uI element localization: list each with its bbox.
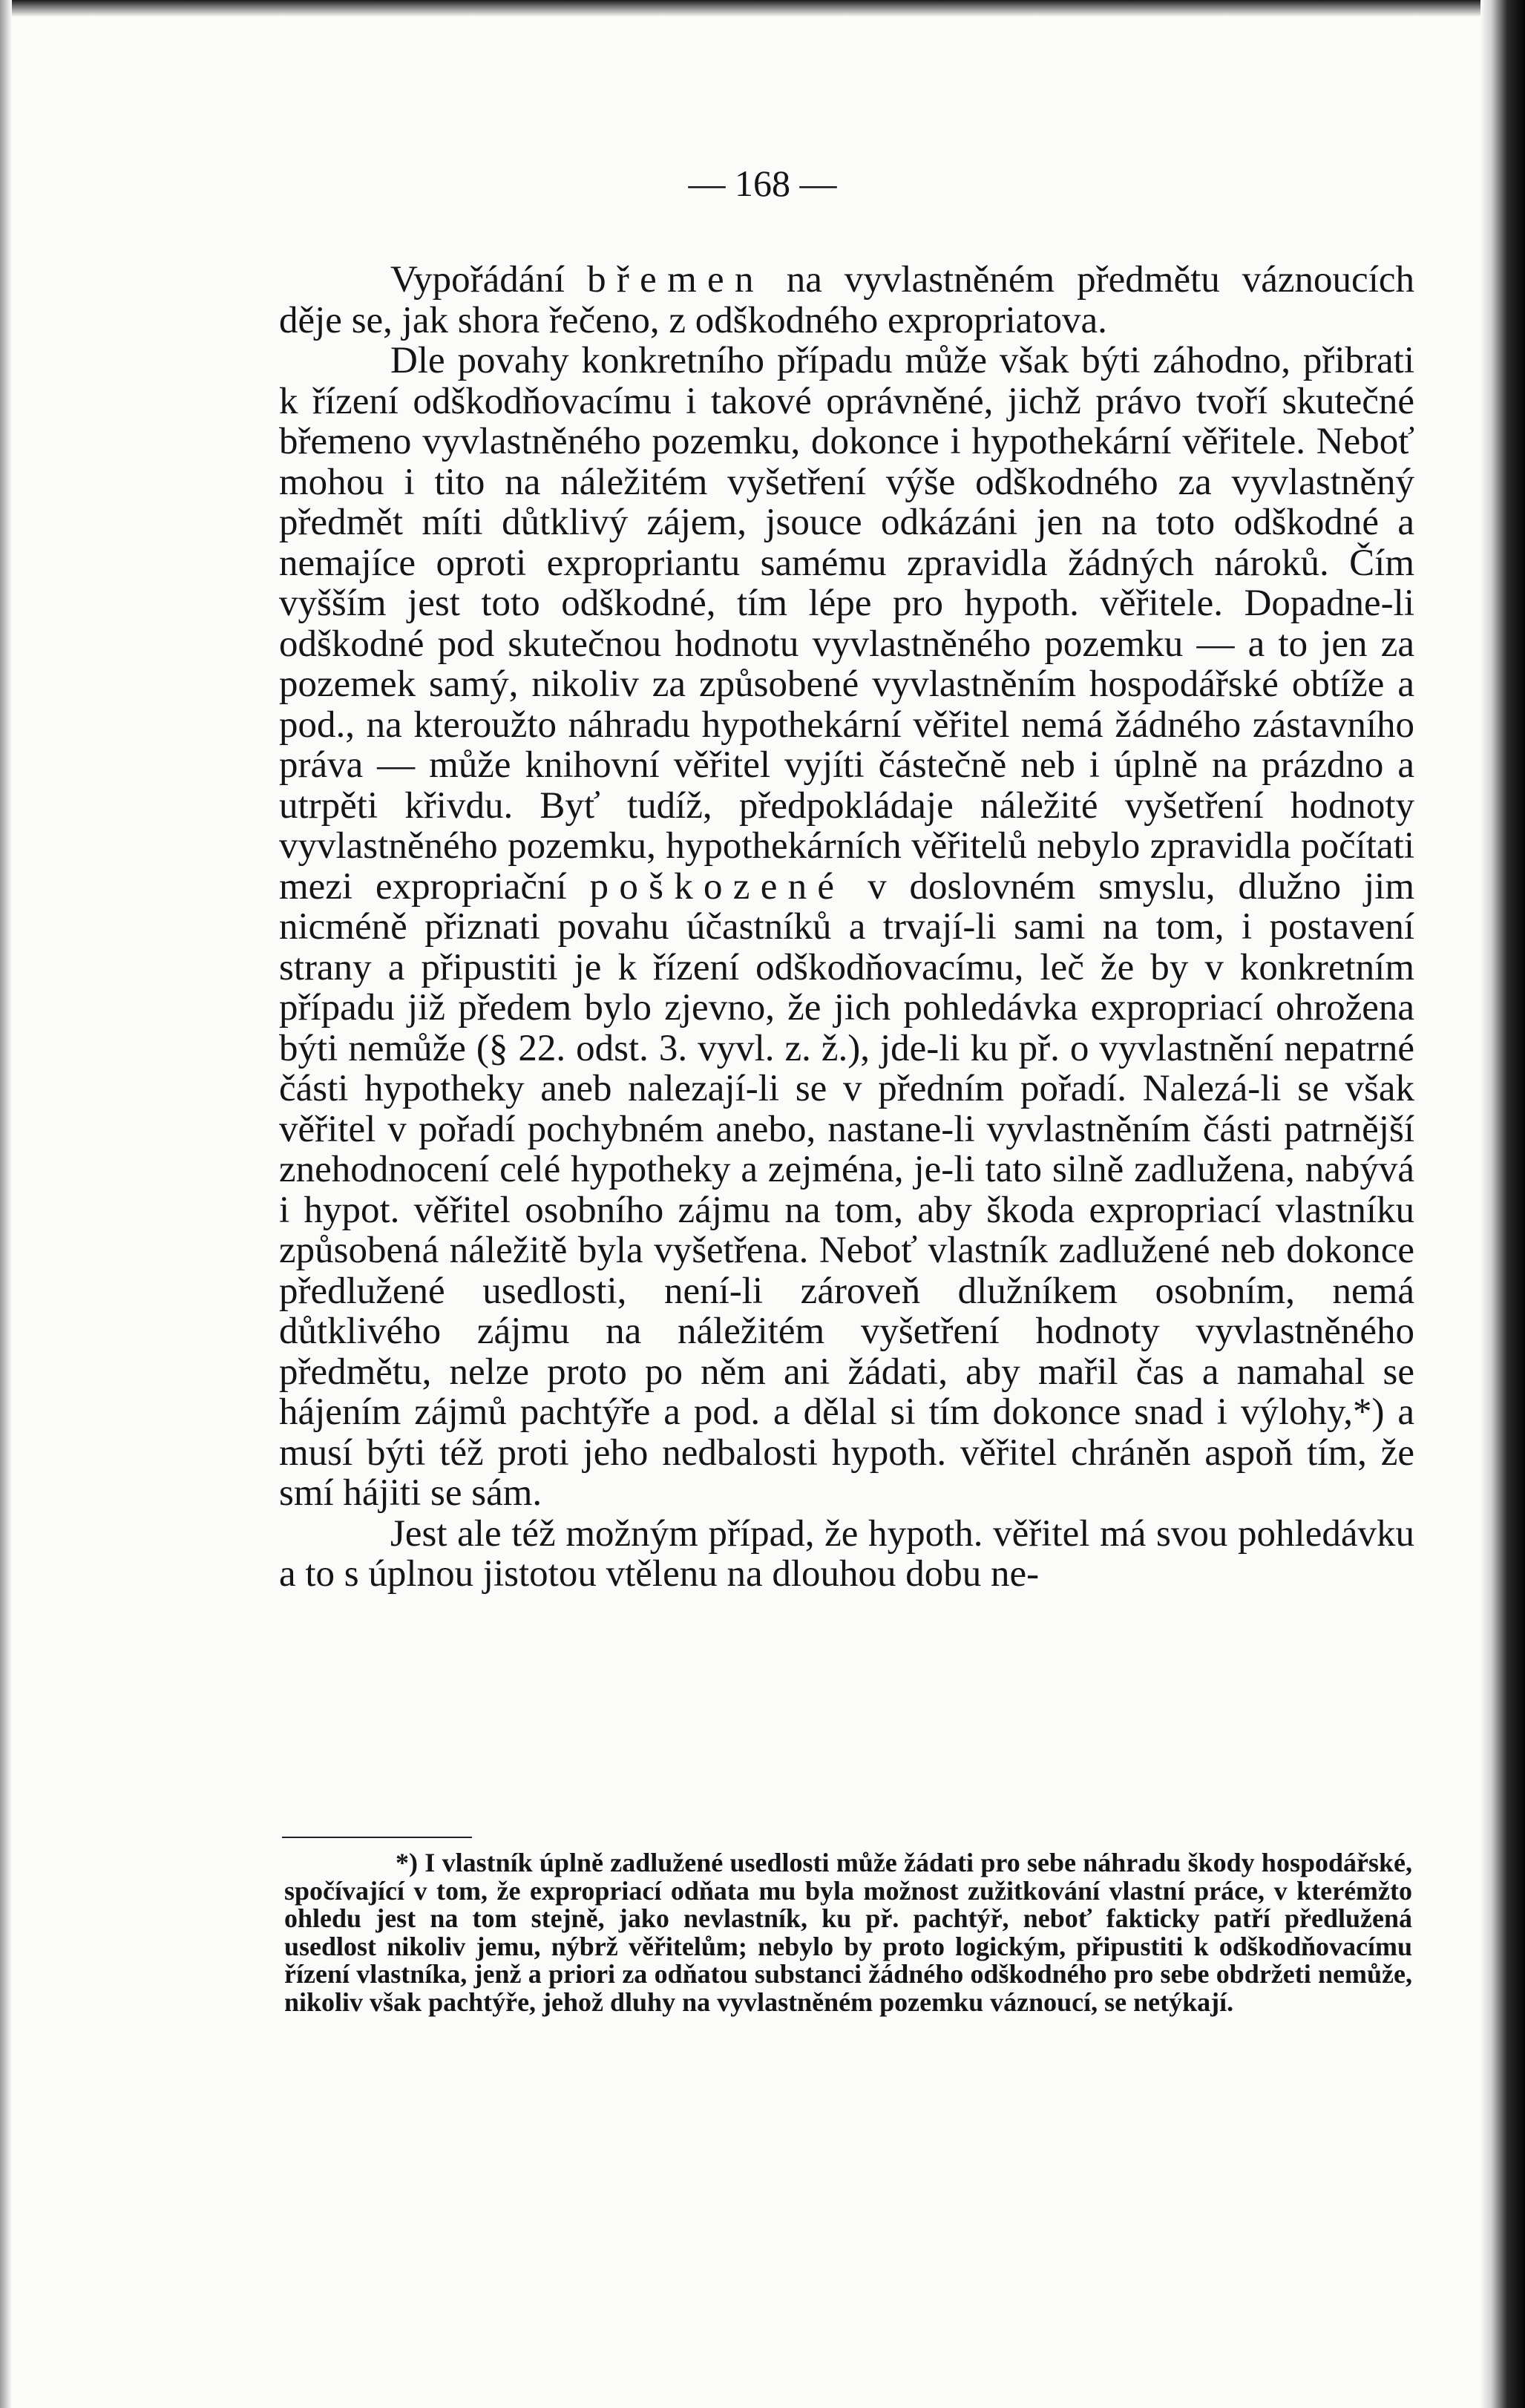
paragraph-1-rest: na vyvlastněném předmětu váznoucích děje se, jak shora řečeno, z odškodného expropriatova.: [279, 259, 1414, 341]
scan-right-edge: [1480, 0, 1525, 2408]
emphasis-poskozene: poškozené: [589, 865, 845, 908]
paragraph-1: [279, 260, 1414, 341]
paragraph-3: Jest ale též možným případ, že hypoth. věřitel má svou pohledávku a to s úplnou jistotou vtělenu na dlouhou dobu ne-: [279, 1512, 1414, 1595]
footnote-text: *) I vlastník úplně zadlužené usedlosti může žádati pro sebe náhradu škody hospodářské, spočívající v tom, že expropriací odňata mu byla možnost zužitkování vlastní práce, v kterémžto ohledu jest na tom stejně, jako nevlastník, ku př. pachtýř, neboť fakticky patří předlužená usedlost nikoliv jemu, nýbrž věřitelům; nebylo by proto logickým, připustiti k odškodňovacímu řízení vlastníka, jenž a priori za odňatou substanci žádného odškodného pro sebe obdržeti nemůže, nikoliv však pachtýře, jehož dluhy na vyvlastněném pozemku váznoucí, se netýkají.: [284, 1848, 1412, 2017]
footnote-divider: [282, 1837, 472, 1838]
paragraph-2-lead: Dle povahy konkretního případu může však býti záhodno, přibrati k řízení odškodňovacímu i takové oprávněné, jichž právo tvoří skutečné břemeno vyvlastněného pozemku, dokonce i hypothekární věřitele. Neboť mohou i tito na náležitém vyšetření výše odškodného za vyvlastněný předmět míti důtklivý zájem, jsouce odkázáni jen na toto odškodné a nemajíce oproti expropriantu samému zpravidla žádných nároků. Čím vyšším jest toto odškodné, tím lépe pro hypoth. věřitele. Dopadne-li odškodné pod skutečnou hodnotu vyvlastněného pozemku — a to jen za pozemek samý, nikoliv za způsobené vyvlastněním hospodářské obtíže a pod., na kteroužto náhradu hypothekární věřitel nemá žádného zástavního práva — může knihovní věřitel vyjíti částečně neb i úplně na prázdno a utrpěti křivdu. Byť tudíž, předpokládaje náležité vyšetření hodnoty vyvlastněného pozemku, hypothekárních věřitelů nebylo zpravidla počítati mezi expropriační: [279, 340, 1414, 908]
paragraph-2: [279, 341, 1414, 1514]
paragraph-2-rest: v doslovném smyslu, dlužno jim nicméně přiznati povahu účastníků a trvají-li sami na tom, i postavení strany a připustiti je k řízení odškodňovacímu, leč že by v konkretním případu již předem bylo zjevno, že jich pohledávka expropriací ohrožena býti nemůže (§ 22. odst. 3. vyvl. z. ž.), jde-li ku př. o vyvlastnění nepatrné části hypotheky aneb nalezají-li se v předním pořadí. Nalezá-li se však věřitel v pořadí pochybném anebo, nastane-li vyvlastněním části patrnější znehodnocení celé hypotheky a zejména, je-li tato silně zadlužena, nabývá i hypot. věřitel osobního zájmu na tom, aby škoda expropriací vlastníku způsobená náležitě byla vyšetřena. Neboť vlastník zadlužené neb dokonce předlužené usedlosti, není-li zároveň dlužníkem osobním, nemá důtklivého zájmu na náležitém vyšetření hodnoty vyvlastněného předmětu, nelze proto po něm ani žádati, aby mařil čas a namahal se hájením zájmů pachtýře a pod. a dělal si tím dokonce snad i výlohy,*) a musí býti též proti jeho nedbalosti hypoth. věřitel chráněn aspoň tím, že smí hájiti se sám.: [279, 865, 1415, 1514]
footnote: [284, 1849, 1412, 2017]
body-text: [279, 260, 1414, 1595]
emphasis-bremen: břemen: [587, 259, 764, 301]
page-number: — 168 —: [688, 163, 837, 204]
paragraph-1-lead: Vypořádání: [390, 259, 588, 301]
scan-top-edge: [0, 0, 1525, 16]
scan-left-edge: [0, 0, 12, 2408]
